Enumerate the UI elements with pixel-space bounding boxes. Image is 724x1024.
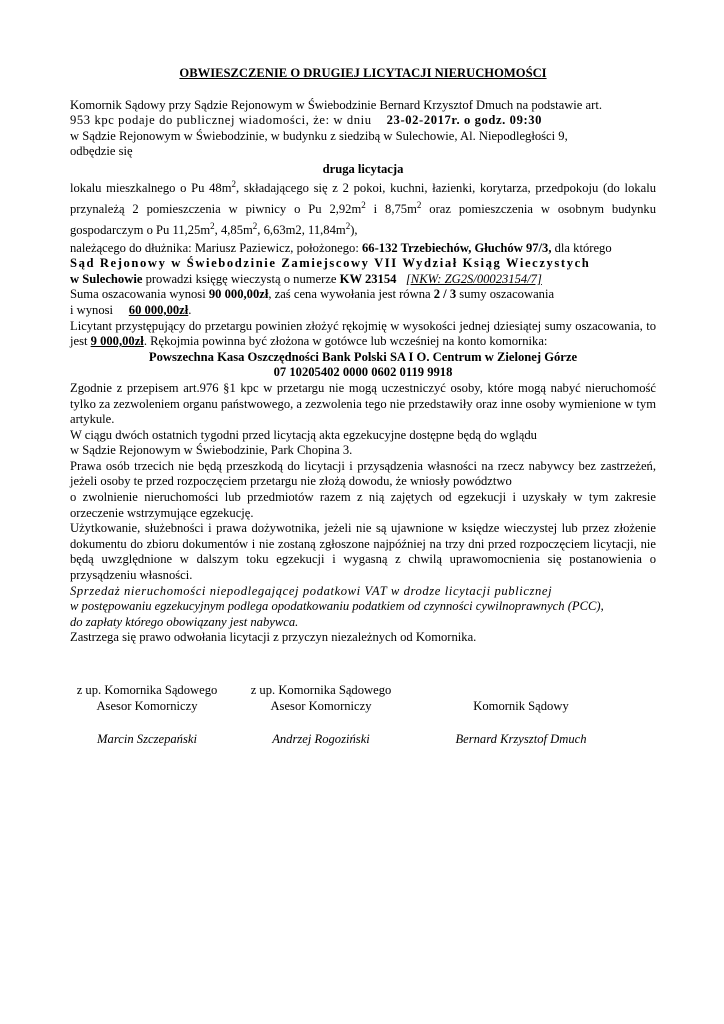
- vat-line-1: Sprzedaż nieruchomości niepodlegającej podatkowi VAT w drodze licytacji publicznej: [70, 583, 553, 598]
- intro-line-2-text: 953 kpc podaje do publicznej wiadomości, że: w dniu: [70, 113, 376, 128]
- signature-3-name: Bernard Krzysztof Dmuch: [455, 732, 587, 746]
- deposit-amount: 9 000,00zł: [90, 334, 144, 349]
- intro-line-1: Komornik Sądowy przy Sądzie Rejonowym w Świebodzinie Bernard Krzysztof Dmuch na podstawie art.: [70, 97, 602, 112]
- sup-1: 2: [231, 178, 237, 189]
- land-registry-court: Sąd Rejonowy w Świebodzinie Zamiejscowy VII Wydział Ksiąg Wieczystych: [70, 256, 591, 271]
- property-text-1: lokalu mieszkalnego o Pu 48m: [70, 180, 232, 195]
- signature-block-3: [436, 682, 606, 747]
- call-price-amount: 60 000,00zł: [128, 302, 189, 317]
- vat-line-2: w postępowaniu egzekucyjnym podlega opodatkowaniu podatkiem od czynności cywilnoprawnych (PCC),: [70, 599, 604, 614]
- owner-mid-text: dla którego: [551, 240, 612, 255]
- third-party-paragraph-2: o zwolnienie nieruchomości lub przedmiotów razem z nią zajętych od egzekucji i uzyskały w tym zakresie orzeczenie wstrzymujące egzekucję.: [70, 490, 656, 520]
- signature-1-name: Marcin Szczepański: [97, 732, 197, 746]
- valuation-mid-text: , zaś cena wywołania jest równa: [268, 287, 434, 302]
- third-party-paragraph-1: Prawa osób trzecich nie będą przeszkodą do licytacji i przysądzenia własności na rzecz nabywcy bez zastrzeżeń, jeżeli osoby te przed rozpoczęciem przetargu nie złożą dowodu, że wniosły powództwo: [70, 458, 656, 489]
- valuation-paragraph: [70, 287, 656, 318]
- signature-1-line-1: z up. Komornika Sądowego: [76, 683, 218, 697]
- deposit-post-text: . Rękojmia powinna być złożona w gotówce lub wcześniej na konto komornika:: [143, 334, 548, 349]
- deposit-paragraph: [70, 319, 656, 350]
- property-text-5: , 4,85m: [214, 222, 253, 237]
- property-text-2: , składającego się z 2 pokoi, kuchni, łazienki, korytarza, przedpokoju (do lokalu przynależą 2 pomieszczenia w piwnicy o Pu 2,92m: [70, 180, 656, 216]
- sup-5: 2: [252, 220, 258, 231]
- owner-text: należącego do dłużnika: Mariusz Paziewicz, położonego:: [70, 240, 362, 255]
- document-page: [70, 66, 656, 646]
- land-registry-court-city: w Sulechowie: [70, 271, 143, 286]
- signature-2-name: Andrzej Rogoziński: [272, 732, 370, 746]
- sup-4: 2: [210, 220, 215, 231]
- intro-line-3: w Sądzie Rejonowym w Świebodzinie, w budynku z siedzibą w Sulechowie, Al. Niepodległości 9,: [70, 128, 568, 143]
- call-price-text: i wynosi: [70, 302, 117, 317]
- usufruct-paragraph: Użytkowanie, służebności i prawa dożywotnika, jeżeli nie są ujawnione w księdze wieczystej lub przez złożenie dokumentu do zbioru dokumentów i nie zostaną zgłoszone najpóźniej na trzy dni przed rozpoczęciem licytacji, nie będą uwzględnione w dalszym toku egzekucji i wygasną z chwilą uprawomocnienia się postanowienia o przysądzeniu własności.: [70, 521, 656, 583]
- signature-3-line-1: [436, 682, 606, 698]
- valuation-text: Suma oszacowania wynosi: [70, 287, 209, 302]
- article-976-paragraph: Zgodnie z przepisem art.976 §1 kpc w przetargu nie mogą uczestniczyć osoby, które mogą nabyć nieruchomość tylko za zezwoleniem organu państwowego, a zezwolenia tego nie przedstawiły oraz inne osoby wymienione w tym artykule.: [70, 380, 656, 427]
- reservation-paragraph: Zastrzega się prawo odwołania licytacji z przyczyn niezależnych od Komornika.: [70, 630, 477, 645]
- auction-heading: druga licytacja: [322, 161, 404, 176]
- signature-1-line-2: Asesor Komorniczy: [96, 699, 198, 713]
- sup-2: 2: [361, 199, 366, 210]
- bank-name: Powszechna Kasa Oszczędności Bank Polski SA I O. Centrum w Zielonej Górze: [148, 349, 578, 364]
- property-text-7: ),: [350, 222, 358, 237]
- owner-post-text: prowadzi księgę wieczystą o numerze: [142, 271, 340, 286]
- land-register-number: KW 23154: [339, 271, 397, 286]
- nkw-number: [NKW: ZG2S/00023154/7]: [405, 271, 542, 286]
- page-title: OBWIESZCZENIE O DRUGIEJ LICYTACJI NIERUCHOMOŚCI: [179, 66, 547, 80]
- property-text-6: , 6,63m2, 11,84m: [257, 222, 346, 237]
- property-text-4: oraz pomieszczenia w osobnym budynku gospodarczym o Pu 11,25m: [70, 201, 657, 237]
- call-price-dot: .: [188, 302, 192, 317]
- property-text-3: i 8,75m: [365, 201, 417, 216]
- valuation-fraction: 2 / 3: [433, 287, 457, 302]
- signature-2-line-1: z up. Komornika Sądowego: [250, 683, 392, 697]
- vat-line-3: do zapłaty którego obowiązany jest nabywca.: [70, 614, 299, 629]
- intro-line-4: odbędzie się: [70, 144, 133, 159]
- auction-date-time: 23-02-2017r. o godz. 09:30: [386, 113, 543, 128]
- property-address: 66-132 Trzebiechów, Głuchów 97/3,: [362, 240, 552, 255]
- property-description: [70, 178, 656, 241]
- inspection-line-1: W ciągu dwóch ostatnich tygodni przed licytacją akta egzekucyjne dostępne będą do wglądu: [70, 427, 537, 442]
- sup-6: 2: [345, 220, 351, 231]
- inspection-line-2: w Sądzie Rejonowym w Świebodzinie, Park Chopina 3.: [70, 443, 353, 458]
- owner-paragraph: [70, 241, 656, 288]
- signature-3-line-2: Komornik Sądowy: [473, 699, 569, 713]
- bank-account-number: 07 10205402 0000 0602 0119 9918: [273, 365, 453, 380]
- deposit-text: Licytant przystępujący do przetargu powinien złożyć rękojmię w wysokości jednej dziesiątej sumy oszacowania, to jest: [70, 318, 656, 349]
- signature-block-1: [62, 682, 232, 747]
- intro-paragraph: [70, 98, 656, 160]
- valuation-post-text: sumy oszacowania: [456, 287, 555, 302]
- valuation-amount: 90 000,00zł: [208, 287, 269, 302]
- signature-block-2: [236, 682, 406, 747]
- sup-3: 2: [416, 199, 422, 210]
- intro-line-2: [70, 113, 656, 129]
- signature-2-line-2: Asesor Komorniczy: [270, 699, 372, 713]
